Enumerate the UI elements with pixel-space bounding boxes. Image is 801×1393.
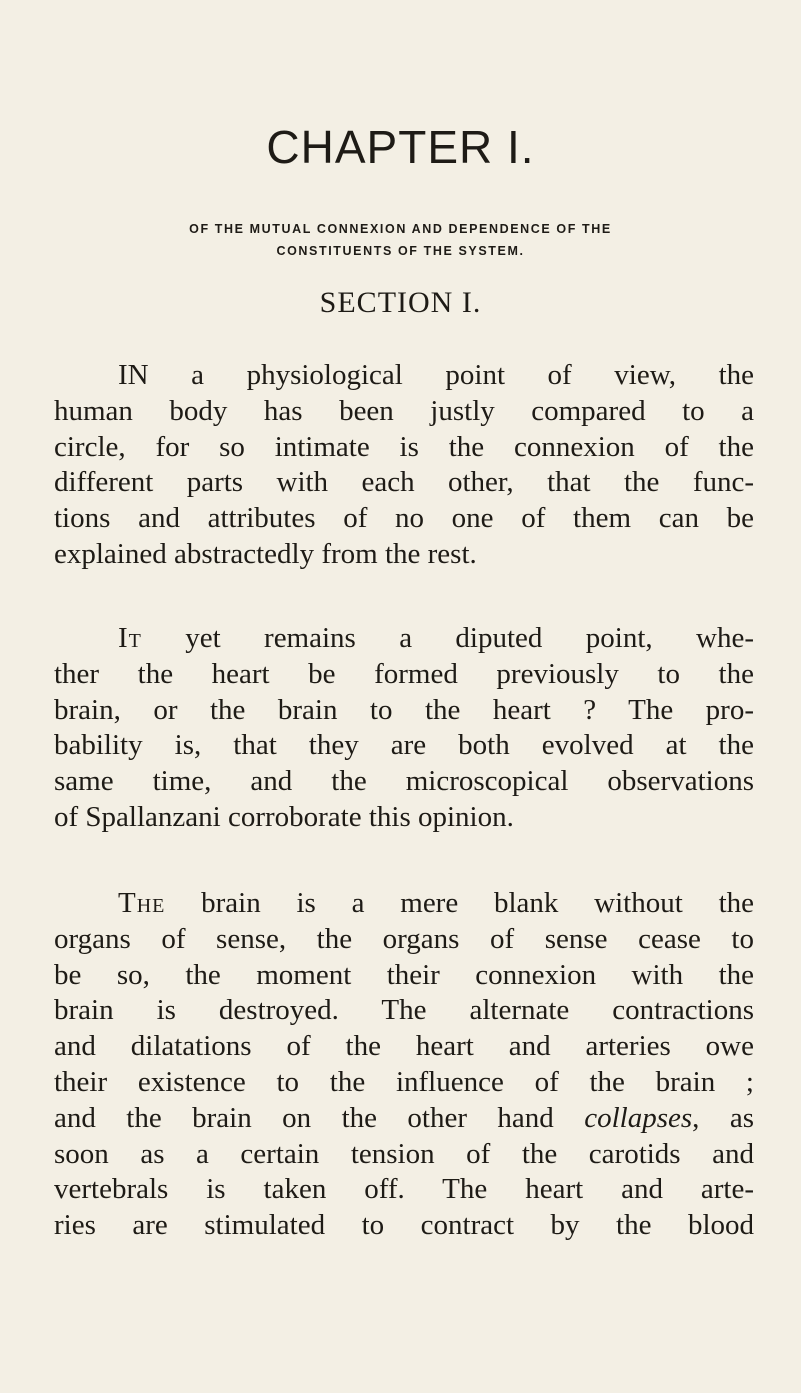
text-line: vertebrals is taken off. The heart and arte- — [54, 1173, 754, 1206]
text-line: of Spallanzani corroborate this opinion. — [54, 800, 514, 833]
italic-word: collapses — [584, 1101, 693, 1134]
text-line: human body has been justly compared to a — [54, 394, 754, 427]
text-line: circle, for so intimate is the connexion of the — [54, 430, 754, 463]
paragraph — [54, 621, 754, 836]
text-line: ther the heart be formed previously to the — [54, 657, 754, 690]
text-line: bability is, that they are both evolved at the — [54, 729, 754, 762]
text-line: soon as a certain tension of the carotids and — [54, 1137, 754, 1170]
text-line — [54, 621, 754, 657]
text-line — [54, 1101, 754, 1137]
text-line: be so, the moment their connexion with the — [54, 958, 754, 991]
chapter-title: CHAPTER I. — [266, 121, 535, 173]
text-line: different parts with each other, that the func- — [54, 466, 754, 499]
chapter-subtitle-line: OF THE MUTUAL CONNEXION AND DEPENDENCE OF THE — [189, 222, 612, 236]
text-line: same time, and the microscopical observations — [54, 765, 754, 798]
line-text: and the brain on the other hand — [54, 1101, 585, 1134]
text-line: tions and attributes of no one of them can be — [54, 502, 754, 535]
text-line: ries are stimulated to contract by the blood — [54, 1209, 754, 1242]
line-text: , as — [692, 1101, 754, 1134]
text-line: brain, or the brain to the heart ? The pro- — [54, 693, 754, 726]
chapter-subtitle — [40, 218, 761, 262]
text-line: their existence to the influence of the brain ; — [54, 1065, 754, 1098]
lead-word: It — [118, 622, 142, 654]
lead-word: The — [118, 887, 166, 919]
text-line — [54, 886, 754, 922]
text-line: IN a physiological point of view, the — [118, 359, 754, 391]
text-line: explained abstractedly from the rest. — [54, 537, 477, 570]
line-text: yet remains a diputed point, whe- — [141, 622, 754, 654]
paragraph — [54, 886, 754, 1244]
text-line: and dilatations of the heart and arteries owe — [54, 1030, 754, 1063]
section-title: SECTION I. — [319, 286, 482, 319]
text-line: brain is destroyed. The alternate contractions — [54, 994, 754, 1027]
chapter-subtitle-line: CONSTITUENTS OF THE SYSTEM. — [276, 244, 525, 258]
line-text: brain is a mere blank without the — [165, 887, 754, 919]
paragraph — [54, 358, 754, 573]
text-line: organs of sense, the organs of sense cease to — [54, 922, 754, 955]
